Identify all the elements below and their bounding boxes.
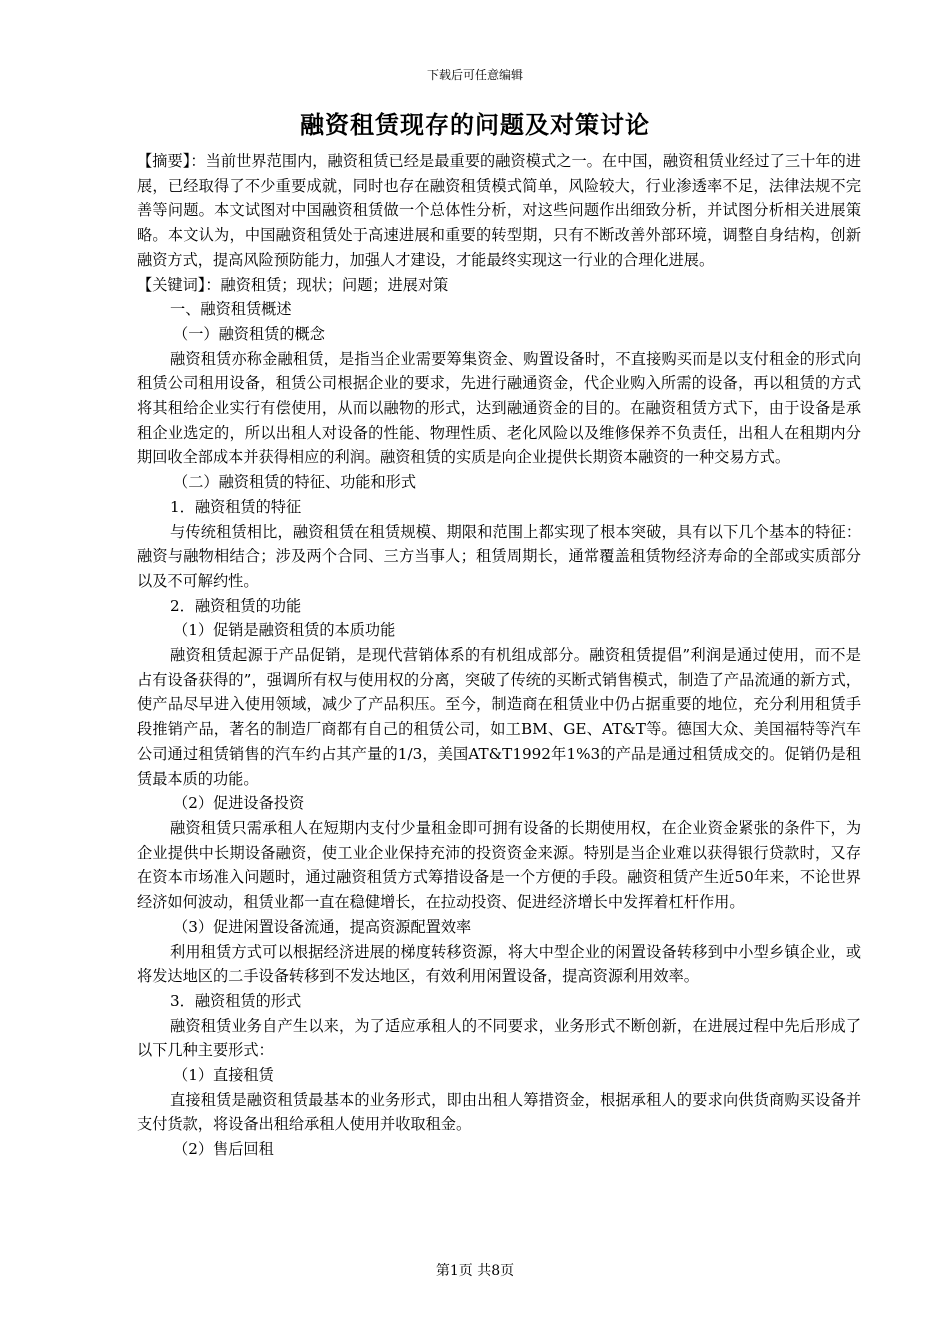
paragraph: 直接租赁是融资租赁最基本的业务形式，即由出租人筹措资金，根据承租人的要求向供货商购买设备并支付货款，将设备出租给承租人使用并收取租金。: [137, 1090, 861, 1134]
paragraph: 融资租赁亦称金融租赁，是指当企业需要筹集资金、购置设备时，不直接购买而是以支付租金的形式向租赁公司租用设备，租赁公司根据企业的要求，先进行融通资金，代企业购入所需的设备，再以租赁的方式将其租给企业实行有偿使用，从而以融物的形式，达到融通资金的目的。在融资租赁方式下，由于设备是承租企业选定的，所以出租人对设备的性能、物理性质、老化风险以及维修保养不负责任，出租人在租期内分期回收全部成本并获得相应的利润。融资租赁的实质是向企业提供长期资本融资的一种交易方式。: [137, 349, 861, 467]
paragraph-abstract: 【摘要】：当前世界范围内，融资租赁已经是最重要的融资模式之一。在中国，融资租赁业经过了三十年的进展，已经取得了不少重要成就，同时也存在融资租赁模式简单，风险较大，行业渗透率不足，法律法规不完善等问题。本文试图对中国融资租赁做一个总体性分析，对这些问题作出细致分析，并试图分析相关进展策略。本文认为，中国融资租赁处于高速进展和重要的转型期，只有不断改善外部环境，调整自身结构，创新融资方式，提高风险预防能力，加强人才建设，才能最终实现这一行业的合理化进展。: [137, 152, 861, 269]
paragraph: 利用租赁方式可以根据经济进展的梯度转移资源，将大中型企业的闲置设备转移到中小型乡镇企业，或将发达地区的二手设备转移到不发达地区，有效利用闲置设备，提高资源利用效率。: [137, 942, 861, 986]
paragraph: 融资租赁起源于产品促销，是现代营销体系的有机组成部分。融资租赁提倡”利润是通过使用，而不是占有设备获得的”，强调所有权与使用权的分离，突破了传统的买断式销售模式，制造了产品流通的新方式，使产品尽早进入使用领域，减少了产品积压。至今，制造商在租赁业中仍占据重要的地位，充分利用租赁手段推销产品，著名的制造厂商都有自己的租赁公司，如工BM、GE、AT&T等。德国大众、美国福特等汽车公司通过租赁销售的汽车约占其产量的1/3，美国AT&T1992年1%3的产品是通过租赁成交的。促销仍是租赁最本质的功能。: [137, 646, 861, 788]
page-header: 下载后可任意编辑: [426, 68, 523, 82]
paragraph: 融资租赁只需承租人在短期内支付少量租金即可拥有设备的长期使用权，在企业资金紧张的条件下，为企业提供中长期设备融资，使工业企业保持充沛的投资资金来源。特别是当企业难以获得银行贷款时，又存在资本市场准入问题时，通过融资租赁方式筹措设备是一个方便的手段。融资租赁产生近50年来，不论世界经济如何波动，租赁业都一直在稳健增长，在拉动投资、促进经济增长中发挥着杠杆作用。: [137, 818, 861, 912]
item-heading: （1）直接租赁: [173, 1066, 274, 1085]
paragraph-keywords: 【关键词】：融资租赁；现状；问题；进展对策: [137, 275, 449, 294]
paragraph: 与传统租赁相比，融资租赁在租赁规模、期限和范围上都实现了根本突破，具有以下几个基本的特征：融资与融物相结合；涉及两个合同、三方当事人；租赁周期长，通常覆盖租赁物经济寿命的全部或实质部分以及不可解约性。: [137, 522, 861, 590]
section-heading: 一、融资租赁概述: [170, 300, 292, 319]
document-body: [137, 149, 861, 1162]
page-footer: 第1页 共8页: [435, 1263, 515, 1279]
item-heading: （2）售后回租: [173, 1140, 274, 1159]
item-heading: （2）促进设备投资: [173, 794, 305, 813]
numbered-heading: 2．融资租赁的功能: [170, 596, 302, 615]
subsection-heading: （二）融资租赁的特征、功能和形式: [173, 473, 416, 492]
numbered-heading: 3．融资租赁的形式: [170, 991, 302, 1010]
paragraph: 融资租赁业务自产生以来，为了适应承租人的不同要求，业务形式不断创新，在进展过程中先后形成了以下几种主要形式：: [137, 1016, 861, 1060]
item-heading: （1）促销是融资租赁的本质功能: [173, 621, 396, 640]
item-heading: （3）促进闲置设备流通，提高资源配置效率: [173, 917, 472, 936]
numbered-heading: 1．融资租赁的特征: [170, 497, 302, 516]
document-title: 融资租赁现存的问题及对策讨论: [300, 110, 650, 139]
subsection-heading: （一）融资租赁的概念: [173, 324, 325, 343]
